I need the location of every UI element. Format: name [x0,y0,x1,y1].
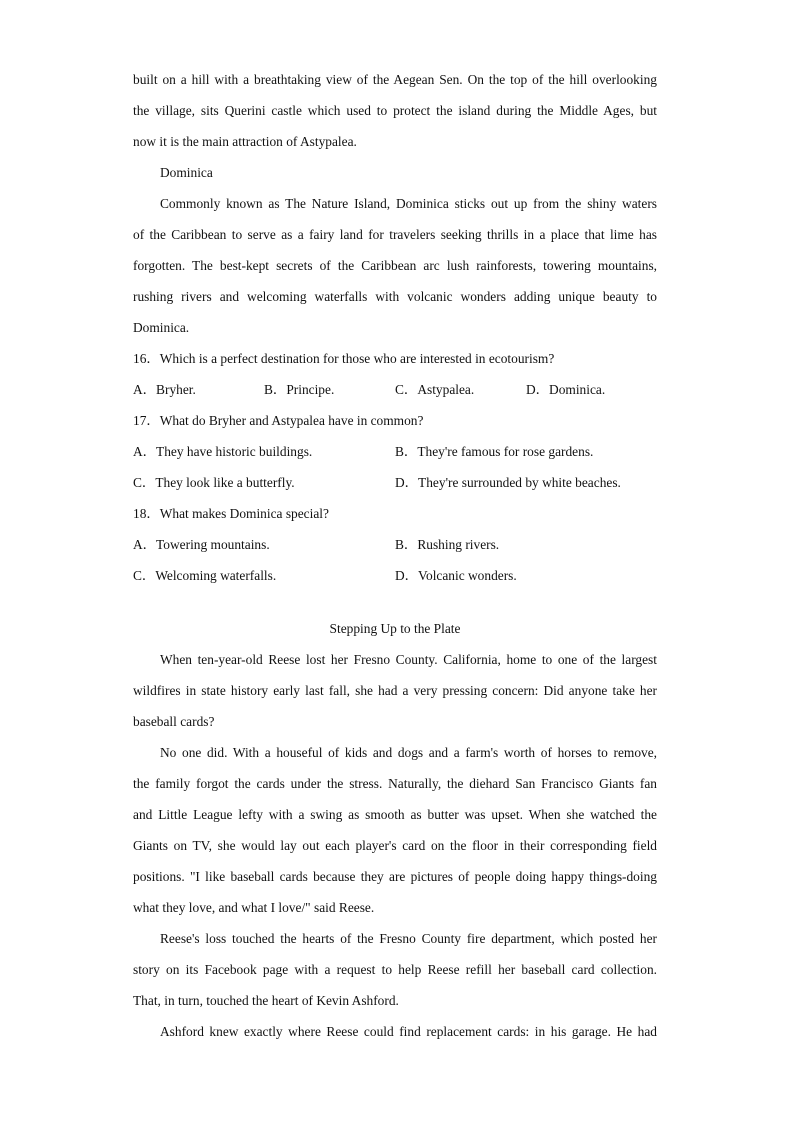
document-page [133,64,657,1047]
paragraph-line: No one did. With a houseful of kids and dogs and a farm's worth of horses to remove, [160,745,657,760]
paragraph-line: When ten-year-old Reese lost her Fresno County. California, home to one of the largest [160,652,657,667]
question-17 [133,405,657,498]
option-c: C．They look like a butterfly. [133,475,295,490]
paragraph-line: now it is the main attraction of Astypalea. [133,134,357,149]
paragraph-line: wildfires in state history early last fall, she had a very pressing concern: Did anyone take her [133,683,657,698]
paragraph-line: rushing rivers and welcoming waterfalls with volcanic wonders adding unique beauty to [133,289,657,304]
paragraph-line: That, in turn, touched the heart of Kevin Ashford. [133,993,399,1008]
options-row [133,529,657,560]
option-c: C．Astypalea. [395,382,475,397]
paragraph-line: Reese's loss touched the hearts of the Fresno County fire department, which posted her [160,931,657,946]
paragraph-line: what they love, and what I love/" said Reese. [133,900,375,915]
astypalea-paragraph [133,64,657,157]
question-stem: 17．What do Bryher and Astypalea have in common? [133,413,424,428]
question-18 [133,498,657,591]
option-b: B．Rushing rivers. [395,537,500,552]
section-spacer [133,591,657,613]
section-heading-dominica: Dominica [160,165,213,180]
paragraph-line: Dominica. [133,320,190,335]
paragraph-line: forgotten. The best-kept secrets of the Caribbean arc lush rainforests, towering mountains, [133,258,657,273]
passage-title: Stepping Up to the Plate [329,621,461,636]
options-row [133,560,657,591]
question-16 [133,343,657,405]
options-row [133,467,657,498]
option-b: B．They're famous for rose gardens. [395,444,594,459]
paragraph-line: the village, sits Querini castle which used to protect the island during the Middle Ages, but [133,103,657,118]
question-stem: 16．Which is a perfect destination for those who are interested in ecotourism? [133,351,555,366]
passage-paragraph-4 [133,1016,657,1047]
passage-paragraph-3 [133,923,657,1016]
paragraph-line: Giants on TV, she would lay out each player's card on the floor in their corresponding field [133,838,657,853]
option-a: A．Towering mountains. [133,537,270,552]
paragraph-line: and Little League lefty with a swing as smooth as butter was upset. When she watched the [133,807,657,822]
paragraph-line: built on a hill with a breathtaking view of the Aegean Sen. On the top of the hill overlooking [133,72,657,87]
option-b: B．Principe. [264,382,335,397]
paragraph-line: Commonly known as The Nature Island, Dominica sticks out up from the shiny waters [160,196,657,211]
passage-paragraph-2 [133,737,657,923]
options-row [133,374,657,405]
option-d: D．They're surrounded by white beaches. [395,475,621,490]
paragraph-line: baseball cards? [133,714,215,729]
dominica-paragraph [133,188,657,343]
option-a: A．They have historic buildings. [133,444,313,459]
question-stem: 18．What makes Dominica special? [133,506,329,521]
option-a: A．Bryher. [133,382,196,397]
paragraph-line: story on its Facebook page with a request to help Reese refill her baseball card collection. [133,962,657,977]
option-c: C．Welcoming waterfalls. [133,568,277,583]
paragraph-line: the family forgot the cards under the stress. Naturally, the diehard San Francisco Giants fan [133,776,657,791]
paragraph-line: Ashford knew exactly where Reese could find replacement cards: in his garage. He had [160,1024,657,1039]
paragraph-line: of the Caribbean to serve as a fairy land for travelers seeking thrills in a place that lime has [133,227,657,242]
options-row [133,436,657,467]
option-d: D．Volcanic wonders. [395,568,517,583]
paragraph-line: positions. "I like baseball cards because they are pictures of people doing happy things-doing [133,869,657,884]
option-d: D．Dominica. [526,382,606,397]
passage-paragraph-1 [133,644,657,737]
